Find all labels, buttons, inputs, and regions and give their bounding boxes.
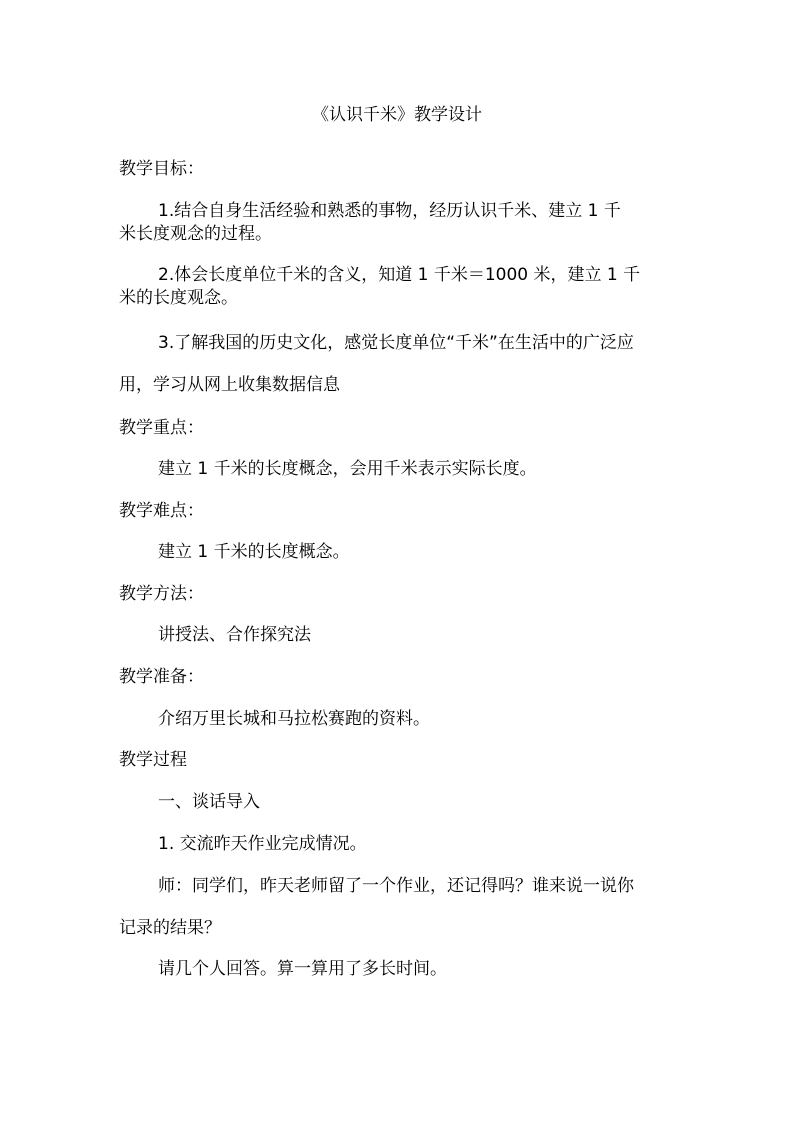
methods-heading: 教学方法： [119,584,204,604]
step-1-text: 1. 交流昨天作业完成情况。 [158,834,367,854]
methods-text: 讲授法、合作探究法 [158,625,311,645]
teacher-line-2: 记录的结果？ [119,918,221,938]
objective-3-line-1: 3.了解我国的历史文化，感觉长度单位“千米”在生活中的广泛应 [158,333,634,353]
preparation-heading: 教学准备： [119,667,204,687]
objective-1-line-2: 米长度观念的过程。 [119,224,272,244]
activity-text: 请几个人回答。算一算用了多长时间。 [158,959,447,979]
key-points-heading: 教学重点： [119,418,204,438]
teacher-line-1: 师：同学们，昨天老师留了一个作业，还记得吗？谁来说一说你 [158,876,634,896]
objective-2-line-2: 米的长度观念。 [119,288,238,308]
process-heading: 教学过程 [119,750,187,770]
key-points-text: 建立 1 千米的长度概念，会用千米表示实际长度。 [158,459,537,479]
objective-3-line-2: 用，学习从网上收集数据信息 [119,375,340,395]
objectives-heading: 教学目标： [119,159,204,179]
objective-2-line-1: 2.体会长度单位千米的含义，知道 1 千米＝1000 米，建立 1 千 [158,265,641,285]
document-title: 《认识千米》教学设计 [312,105,482,125]
section-1-heading: 一、谈话导入 [158,792,260,812]
difficulties-heading: 教学难点： [119,501,204,521]
objective-1-line-1: 1.结合自身生活经验和熟悉的事物，经历认识千米、建立 1 千 [158,201,621,221]
difficulties-text: 建立 1 千米的长度概念。 [158,542,350,562]
preparation-text: 介绍万里长城和马拉松赛跑的资料。 [158,709,430,729]
